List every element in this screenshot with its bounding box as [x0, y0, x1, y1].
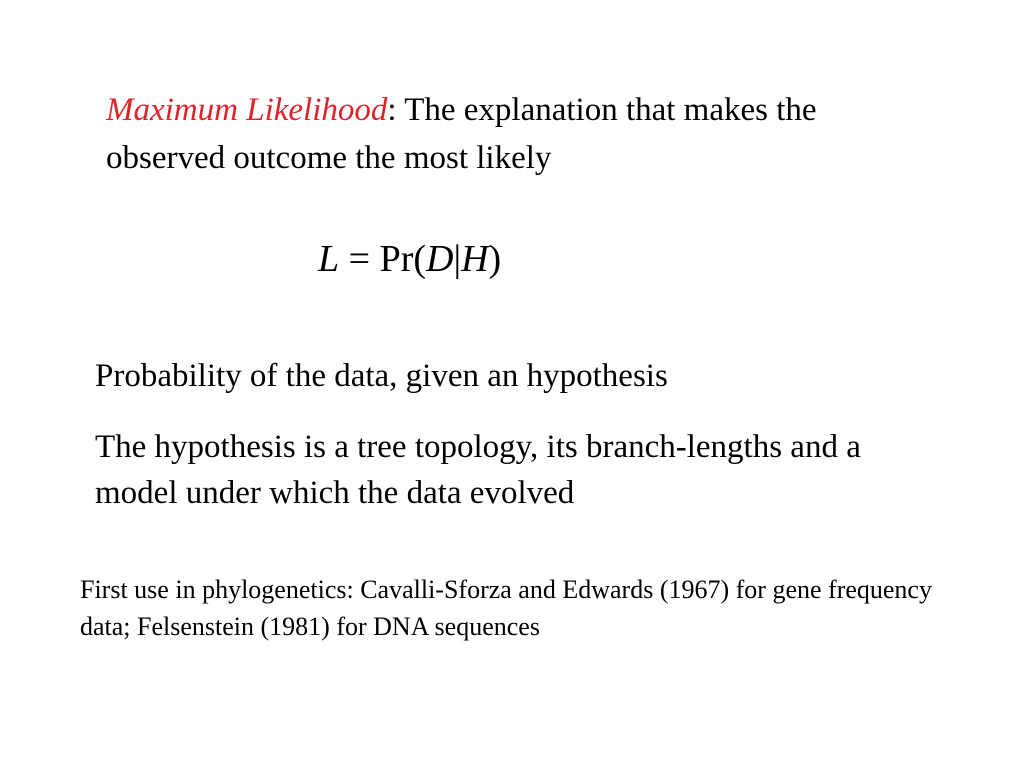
definition-term: Maximum Likelihood: [106, 92, 388, 128]
formula-close: ): [488, 238, 502, 280]
formula-lhs: L: [318, 238, 340, 280]
formula-func-open: Pr(: [379, 238, 427, 280]
definition-text: : The explanation that makes the observed outcome the most likely: [106, 92, 817, 176]
formula-hypothesis-symbol: H: [461, 238, 489, 280]
formula-equals: =: [339, 238, 380, 280]
statement-hypothesis: The hypothesis is a tree topology, its branch-lengths and a model under which the data evolved: [95, 429, 861, 511]
formula-bar: |: [453, 238, 462, 280]
footnote-history: First use in phylogenetics: Cavalli-Sforza and Edwards (1967) for gene frequency data; Felsenstein (1981) for DNA sequences: [80, 575, 932, 641]
formula-data-symbol: D: [426, 238, 454, 280]
statement-probability: Probability of the data, given an hypothesis: [95, 358, 668, 394]
likelihood-formula: [318, 234, 501, 284]
definition-paragraph: [106, 86, 926, 182]
